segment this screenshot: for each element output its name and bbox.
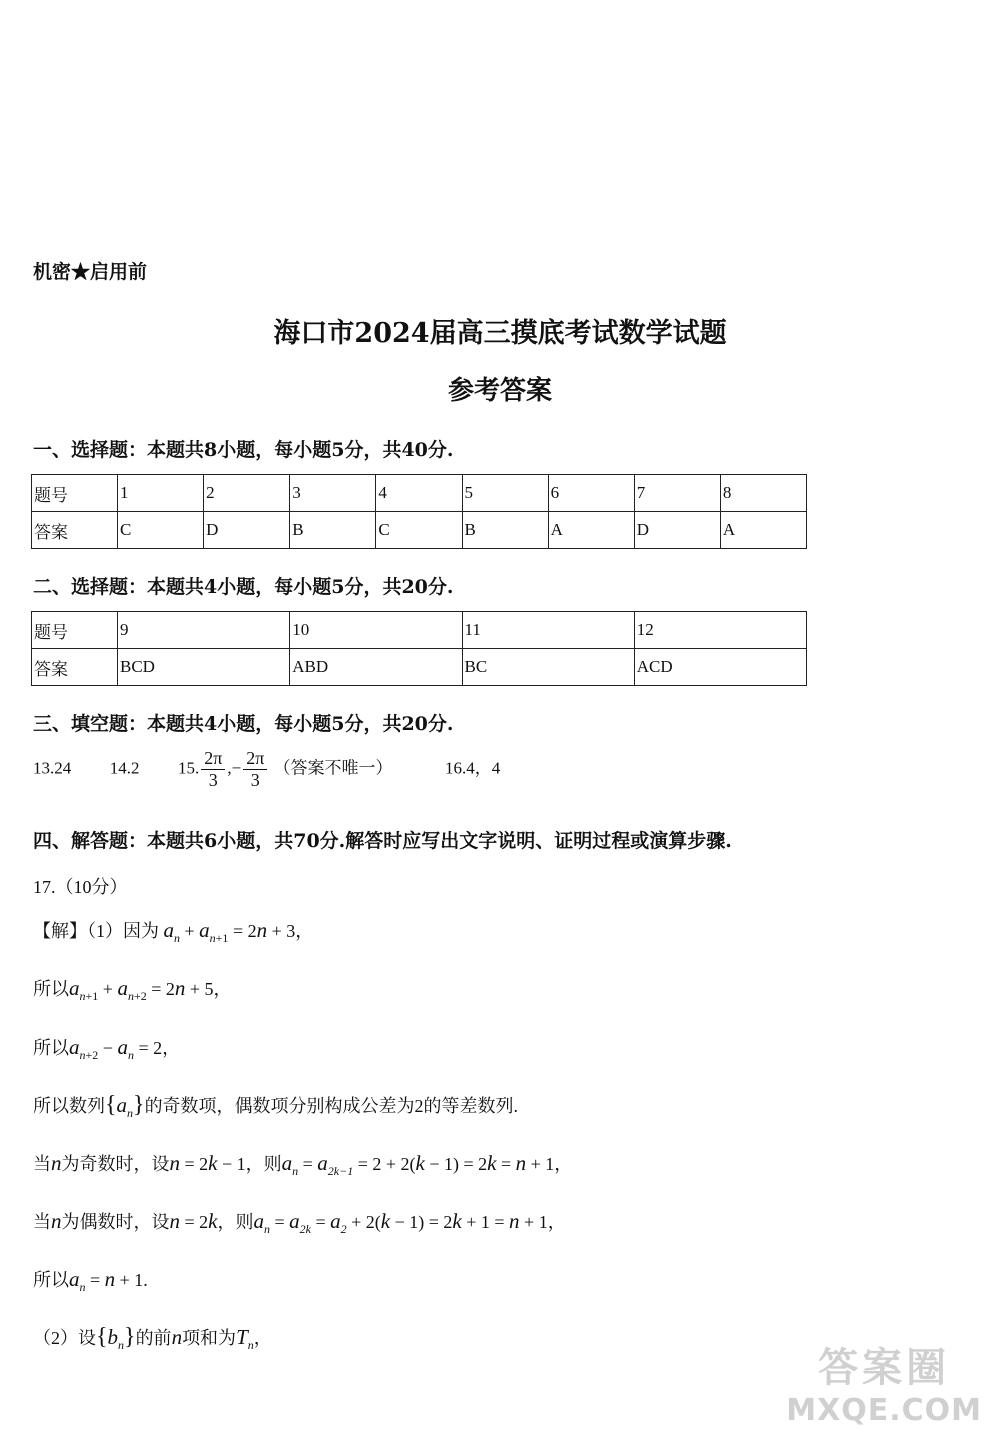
page-title: 海口市2024届高三摸底考试数学试题 (273, 318, 727, 349)
solution-line: 所以数列$\{a_n\}$的奇数项，偶数项分别构成公差为2的等差数列. (33, 1092, 519, 1120)
table-cell: BC (462, 649, 634, 686)
table-row (32, 512, 807, 549)
section4-heading: 四、解答题：本题共6小题，共70分.解答时应写出文字说明、证明过程或演算步骤. (33, 830, 732, 852)
table-cell: 7 (634, 475, 720, 512)
table-cell: 9 (118, 612, 290, 649)
solution-line: 所以$a_{n+2} - a_n = 2$， (33, 1035, 181, 1062)
table-cell: B (290, 512, 376, 549)
table-row (32, 475, 807, 512)
answer-16: 16.4，4 (445, 758, 501, 778)
answer-15-note: （答案不唯一） (273, 758, 393, 778)
table-cell: 10 (290, 612, 462, 649)
section3-heading: 三、填空题：本题共4小题，每小题5分，共20分. (33, 713, 454, 735)
answer-15-prefix: 15. (178, 758, 200, 778)
fraction: $\frac{2\pi}{3}$ (243, 748, 267, 791)
page-subtitle: 参考答案 (447, 376, 552, 406)
table-cell: 11 (462, 612, 634, 649)
table-cell: 5 (462, 475, 548, 512)
section1-answer-table (31, 474, 807, 549)
table-cell: C (376, 512, 462, 549)
solution-line: 所以$a_n = n + 1$. (33, 1267, 148, 1294)
table-cell: 8 (720, 475, 806, 512)
table-cell: C (118, 512, 204, 549)
solution-line: 所以$a_{n+1} + a_{n+2} = 2n + 5$， (33, 976, 232, 1003)
watermark-logo: 答案圈 MXQE.COM (786, 1345, 982, 1428)
table-cell: BCD (118, 649, 290, 686)
answer-13: 13.24 (33, 758, 72, 778)
table-cell: D (204, 512, 290, 549)
table-cell: 2 (204, 475, 290, 512)
table-cell: 12 (634, 612, 806, 649)
table-cell: 答案 (32, 649, 118, 686)
table-cell: 3 (290, 475, 376, 512)
fraction: $\frac{2\pi}{3}$ (201, 748, 225, 791)
table-cell: 1 (118, 475, 204, 512)
table-row (32, 649, 807, 686)
table-cell: 6 (548, 475, 634, 512)
solution-line: 当n为偶数时，设n = 2k，则$a_n = a_{2k} = a_2 + 2(k - 1) = 2k + 1 = n + 1$， (33, 1209, 566, 1236)
answer-14: 14.2 (109, 758, 140, 778)
table-cell: A (548, 512, 634, 549)
section2-answer-table (31, 611, 807, 686)
table-cell: 题号 (32, 475, 118, 512)
confidential-label: 机密★启用前 (33, 261, 148, 283)
table-cell: ABD (290, 649, 462, 686)
table-cell: 答案 (32, 512, 118, 549)
question-17-title: 17.（10分） (33, 877, 128, 897)
solution-line: （2）设$\{b_n\}$的前n项和为$T_n$， (33, 1324, 272, 1352)
table-cell: B (462, 512, 548, 549)
section2-heading: 二、选择题：本题共4小题，每小题5分，共20分. (33, 576, 454, 598)
table-cell: 题号 (32, 612, 118, 649)
answer-15-sep: ,− (227, 758, 242, 778)
section1-heading: 一、选择题：本题共8小题，每小题5分，共40分. (33, 439, 454, 461)
table-cell: A (720, 512, 806, 549)
table-cell: 4 (376, 475, 462, 512)
table-cell: D (634, 512, 720, 549)
table-row (32, 612, 807, 649)
fill-in-answers (33, 748, 500, 791)
table-cell: ACD (634, 649, 806, 686)
solution-line: 当n为奇数时，设n = 2k − 1，则$a_n = a_{2k-1} = 2 + 2(k - 1) = 2k = n + 1$， (33, 1151, 573, 1178)
solution-line: 【解】（1）因为 $a_n + a_{n+1} = 2n + 3$， (33, 918, 314, 945)
